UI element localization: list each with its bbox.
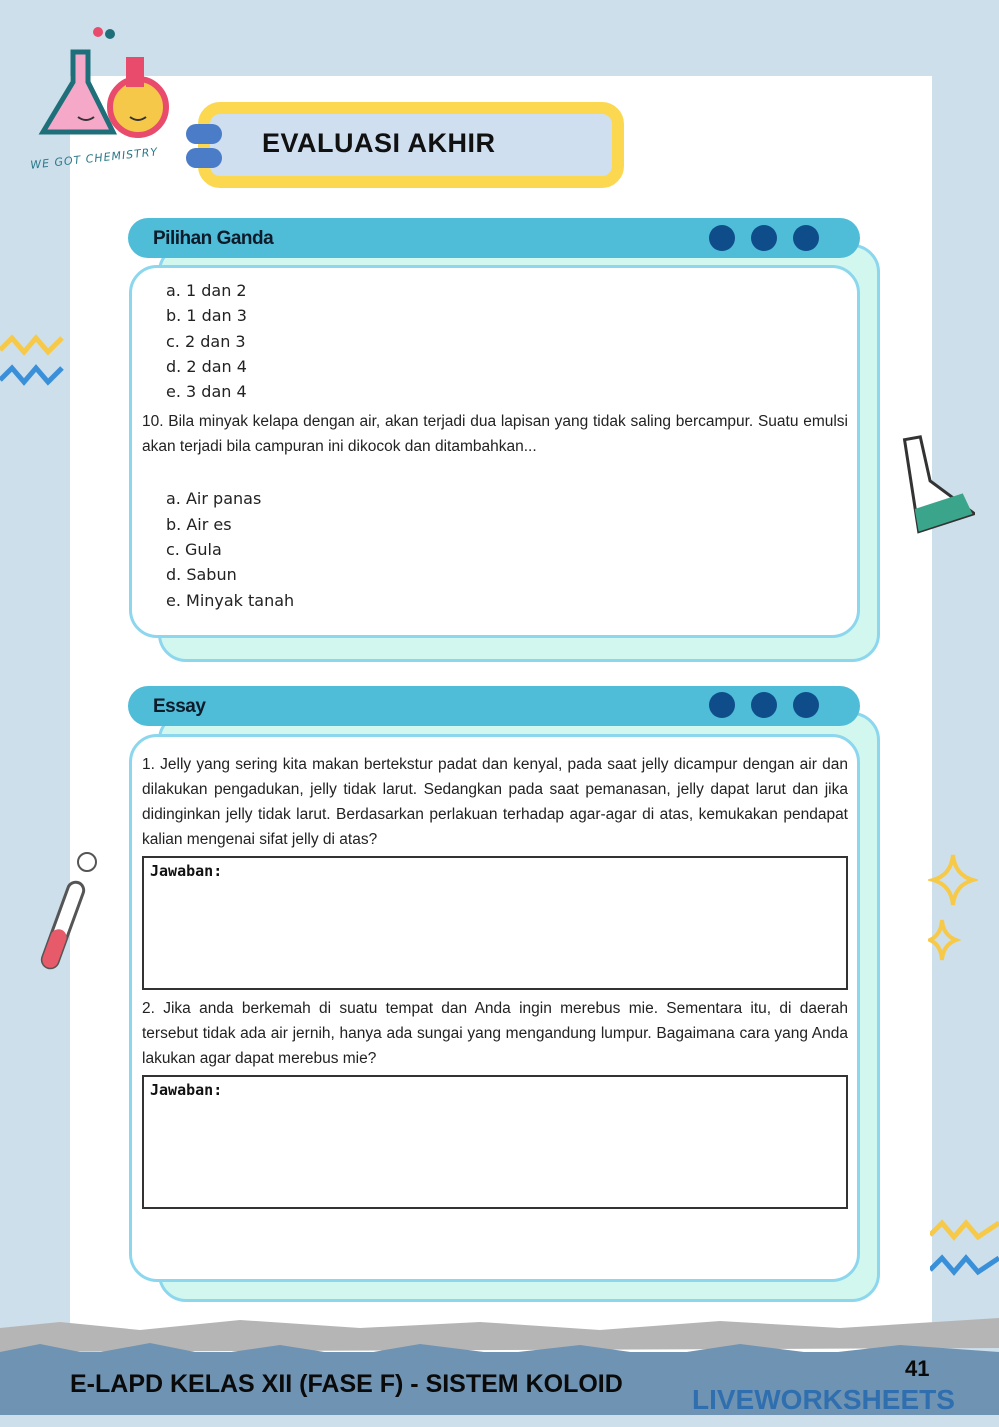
question-10: 10. Bila minyak kelapa dengan air, akan terjadi dua lapisan yang tidak saling bercampur. Suatu emulsi akan terjadi bila campuran ini dikocok dan ditambahkan... [142, 413, 848, 456]
mc-content [142, 278, 848, 613]
previous-options [142, 278, 848, 404]
option-b[interactable]: b. Air es [166, 514, 232, 534]
dot-icon [751, 692, 777, 718]
question-10-options [142, 486, 848, 612]
option[interactable]: c. 2 dan 3 [166, 331, 246, 351]
dot-icon [793, 692, 819, 718]
zigzag-decoration-icon [0, 330, 70, 400]
mc-section-title: Pilihan Ganda [153, 228, 274, 249]
title-pill-icon [186, 148, 222, 168]
answer-box-1[interactable] [142, 856, 848, 990]
page-number: 41 [905, 1356, 930, 1381]
sparkle-icon [928, 850, 978, 965]
option-d[interactable]: d. Sabun [166, 565, 237, 585]
title-pill-icon [186, 124, 222, 144]
dot-icon [709, 692, 735, 718]
answer-box-2[interactable] [142, 1075, 848, 1209]
answer-label: Jawaban: [150, 1081, 223, 1099]
dot-icon [793, 225, 819, 251]
essay-content [142, 752, 848, 1209]
option-e[interactable]: e. Minyak tanah [166, 590, 295, 610]
test-tube-icon [25, 850, 100, 975]
option[interactable]: b. 1 dan 3 [166, 306, 247, 326]
page-title: EVALUASI AKHIR [262, 128, 496, 158]
logo-text: WE GOT CHEMISTRY [29, 145, 159, 172]
footer-title: E-LAPD KELAS XII (FASE F) - SISTEM KOLOID [70, 1370, 623, 1398]
answer-label: Jawaban: [150, 862, 223, 880]
option-c[interactable]: c. Gula [166, 540, 222, 560]
option[interactable]: a. 1 dan 2 [166, 281, 247, 300]
dot-icon [751, 225, 777, 251]
essay-question-2: 2. Jika anda berkemah di suatu tempat dan Anda ingin merebus mie. Sementara itu, di daerah tersebut tidak ada air jernih, hanya ada sungai yang mengandung lumpur. Bagaimana cara yang Anda lakukan agar dapat merebus mie? [142, 1000, 848, 1067]
essay-question-1: 1. Jelly yang sering kita makan bertekstur padat dan kenyal, pada saat jelly dicampur dengan air dan dilakukan pengadukan, jelly tidak larut. Sedangkan pada saat pemanasan, jelly dapat larut dan jika didinginkan jelly tidak larut. Berdasarkan perlakuan terhadap agar-agar di atas, kemukakan pendapat kalian mengenai sifat jelly di atas? [142, 756, 848, 848]
zigzag-decoration-icon [930, 1215, 999, 1285]
essay-section-title: Essay [153, 696, 206, 717]
liveworksheets-brand[interactable]: LIVEWORKSHEETS [692, 1384, 955, 1415]
option[interactable]: d. 2 dan 4 [166, 356, 247, 376]
option-a[interactable]: a. Air panas [166, 489, 262, 509]
dot-icon [709, 225, 735, 251]
option[interactable]: e. 3 dan 4 [166, 382, 247, 402]
chemistry-flasks-logo [28, 22, 173, 152]
flask-icon [900, 430, 975, 535]
